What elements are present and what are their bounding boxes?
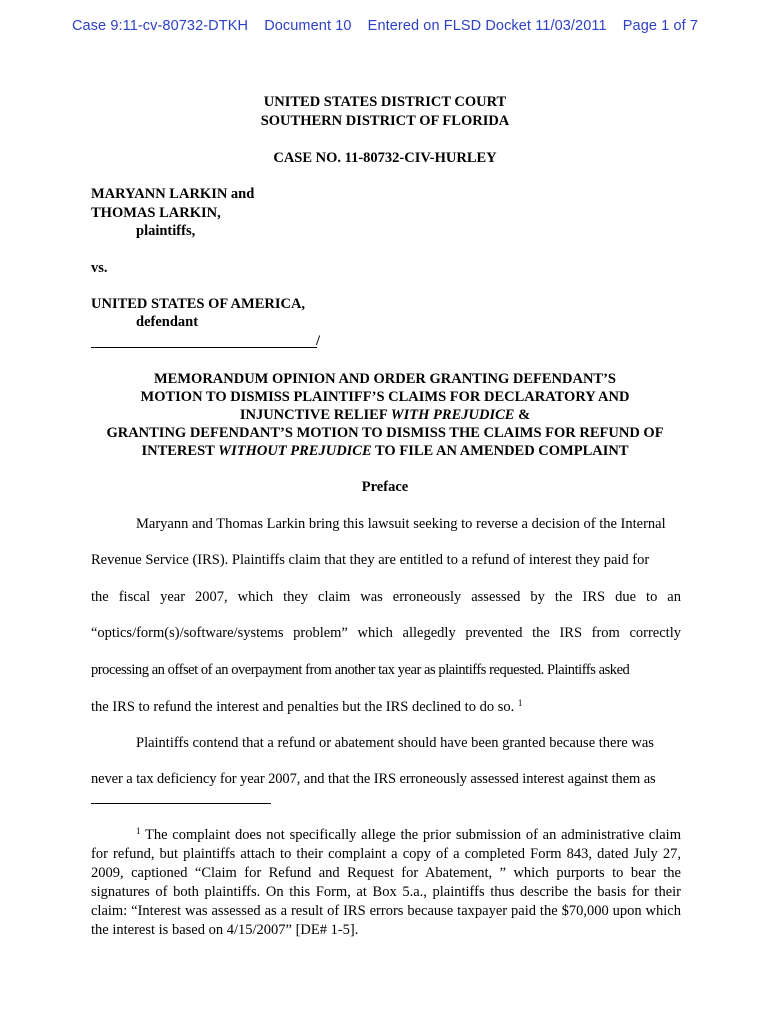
body-line: Plaintiffs contend that a refund or abatement should have been granted because there was — [136, 735, 654, 751]
order-title-line-5: INTEREST WITHOUT PREJUDICE TO FILE AN AMENDED COMPLAINT — [141, 443, 629, 459]
caption-slash: / — [316, 333, 321, 349]
page-number-header: Page 1 of 7 — [622, 18, 699, 34]
body-line: processing an offset of an overpayment from another tax year as plaintiffs requested. Plaintiffs asked — [91, 662, 630, 678]
body-line: Revenue Service (IRS). Plaintiffs claim that they are entitled to a refund of interest they paid for — [91, 552, 650, 568]
body-line: “optics/form(s)/software/systems problem” which allegedly prevented the IRS from correctly — [91, 625, 681, 641]
footnote-divider — [91, 803, 271, 804]
order-title-line-1: MEMORANDUM OPINION AND ORDER GRANTING DEFENDANT’S — [154, 371, 616, 387]
defendant-role: defendant — [136, 314, 199, 330]
plaintiff-name-2: THOMAS LARKIN, — [91, 205, 221, 221]
footnote-text: The complaint does not specifically allege the prior submission of an administrative claim for refund, but plaintiffs attach to their complaint a copy of a completed Form 843, dated July 27, 2009, captioned “Claim for Refund and Request for Abatement, ” which purports to bear the signatures of both plaintiffs. On this Form, at Box 5.a., plaintiffs thus describe the basis for their claim: “Interest was assessed as a result of IRS errors because taxpayer paid the $70,000 upon which the interest is based on 4/15/2007” [DE# 1-5]. — [91, 827, 681, 938]
court-name: UNITED STATES DISTRICT COURT — [263, 94, 507, 110]
case-number-header: Case 9:11-cv-80732-DTKH — [71, 18, 249, 34]
docket-entry-header: Entered on FLSD Docket 11/03/2011 — [367, 18, 607, 34]
document-number-header: Document 10 — [264, 18, 352, 34]
case-number: CASE NO. 11-80732-CIV-HURLEY — [273, 150, 497, 166]
body-line: the fiscal year 2007, which they claim was erroneously assessed by the IRS due to an — [91, 589, 681, 605]
footnote — [91, 822, 681, 940]
defendant-name: UNITED STATES OF AMERICA, — [91, 296, 306, 312]
versus: vs. — [91, 260, 108, 276]
plaintiff-role: plaintiffs, — [136, 223, 196, 239]
order-title-line-3: INJUNCTIVE RELIEF WITH PREJUDICE & — [239, 407, 531, 423]
plaintiff-name-1: MARYANN LARKIN and — [91, 186, 255, 202]
footnote-marker: 1 — [136, 826, 141, 836]
body-line: the IRS to refund the interest and penalties but the IRS declined to do so. $^1$ — [91, 698, 523, 715]
order-title-line-4: GRANTING DEFENDANT’S MOTION TO DISMISS THE CLAIMS FOR REFUND OF — [106, 425, 664, 441]
court-district: SOUTHERN DISTRICT OF FLORIDA — [260, 113, 510, 129]
order-title-line-2: MOTION TO DISMISS PLAINTIFF’S CLAIMS FOR DECLARATORY AND — [140, 389, 630, 405]
caption-rule — [91, 337, 317, 348]
footnote-reference[interactable]: 1 — [517, 698, 523, 708]
body-line: Maryann and Thomas Larkin bring this lawsuit seeking to reverse a decision of the Internal — [136, 516, 666, 532]
docket-header — [0, 18, 770, 34]
preface-heading: Preface — [361, 479, 409, 495]
body-line: never a tax deficiency for year 2007, and that the IRS erroneously assessed interest against them as — [91, 771, 656, 787]
